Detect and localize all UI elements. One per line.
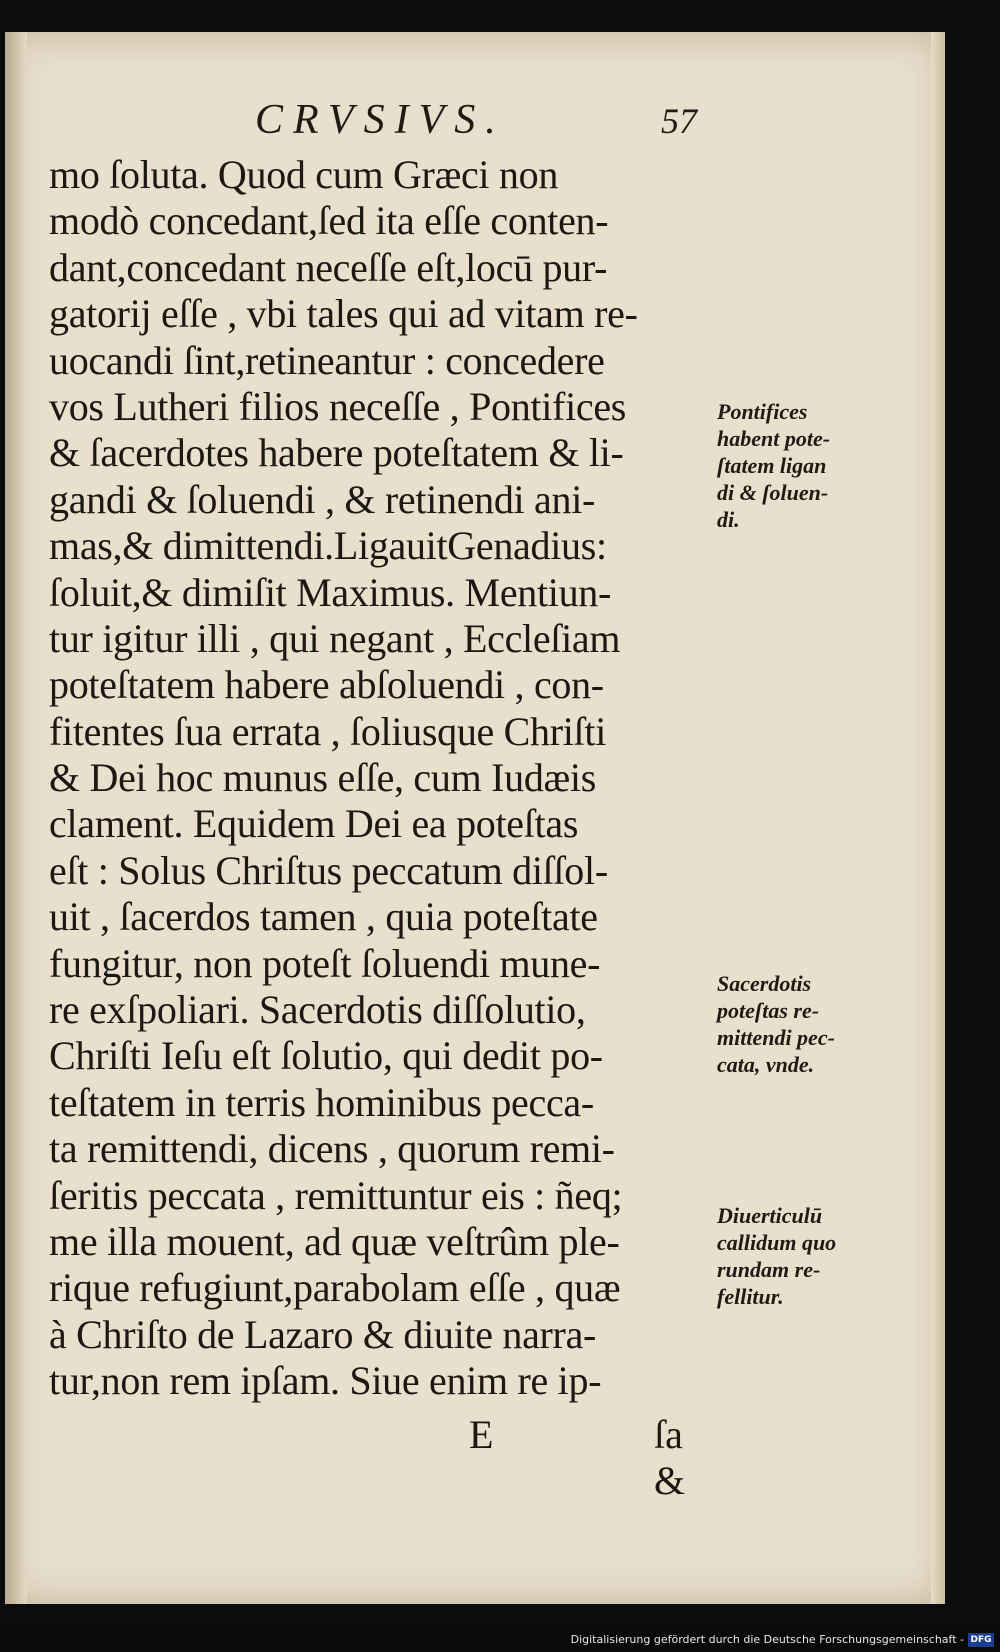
text-line: ta remittendi, dicens , quorum remi- [49,1126,615,1172]
text-line: eſt : Solus Chriſtus peccatum diſſol- [49,847,608,893]
signature-mark: E [469,1412,494,1457]
text-line: & Dei hoc munus eſſe, cum Iudæis [49,755,596,801]
text-line: re exſpoliari. Sacerdotis diſſolutio, [49,987,586,1033]
text-line: modò concedant,ſed ita eſſe conten- [49,198,609,244]
text-line: & ſacerdotes habere poteſtatem & li- [49,430,624,476]
marginal-note-line: rundam re- [717,1257,821,1282]
marginal-note-line: mittendi pec- [717,1025,835,1050]
marginal-note-line: di. [717,507,740,532]
digitization-credit: Digitalisierung gefördert durch die Deutsche Forschungsgemeinschaft - [570,1633,964,1646]
text-line: tur igitur illi , qui negant , Eccleſiam [49,615,621,661]
text-line: fitentes ſua errata , ſoliusque Chriſti [49,708,607,754]
text-line: ſeritis peccata , remittuntur eis : ñeq; [49,1172,623,1218]
text-line: me illa mouent, ad quæ veſtrûm ple- [49,1218,620,1264]
text-line: uocandi ſint,retineantur : concedere [49,337,605,383]
page-spine-shadow [5,32,27,1604]
marginal-note-line: di & ſoluen- [717,480,829,505]
marginal-note-line: Sacerdotis [717,971,812,996]
marginal-note-line: Pontifices [717,399,808,424]
text-line: uit , ſacerdos tamen , quia poteſtate [49,894,598,940]
marginal-note-line: habent pote- [717,426,831,451]
text-line: teſtatem in terris hominibus pecca- [49,1079,594,1125]
dfg-logo: DFG [968,1633,994,1647]
marginal-note-line: cata, vnde. [717,1052,815,1077]
body-text [49,152,714,1405]
text-line: vos Lutheri filios neceſſe , Pontifices [49,383,627,429]
text-line: mo ſoluta. Quod cum Græci non [49,152,559,197]
text-line: dant,concedant neceſſe eſt,locū pur- [49,244,608,290]
text-line: à Chriſto de Lazaro & diuite narra- [49,1311,597,1357]
text-line: tur,non rem ipſam. Siue enim re ip- [49,1358,602,1404]
catchword: ſa & [654,1412,686,1503]
footer-bar [0,1626,1000,1652]
marginal-note-sacerdotis [717,970,835,1078]
marginal-note-line: Diuerticulū [717,1203,823,1228]
marginal-note-line: ſtatem ligan [717,453,827,478]
marginal-note-line: poteſtas re- [717,998,820,1023]
marginal-note-pontifices [717,398,830,533]
text-line: gatorij eſſe , vbi tales qui ad vitam re- [49,291,638,337]
marginal-note-line: callidum quo [717,1230,837,1255]
running-head: CRVSIVS. [255,97,506,143]
text-line: fungitur, non poteſt ſoluendi mune- [49,940,601,986]
catchline [49,1412,714,1503]
page-edge [931,32,945,1604]
text-line: rique refugiunt,parabolam eſſe , quæ [49,1265,621,1311]
marginal-note-line: fellitur. [717,1284,784,1309]
text-line: poteſtatem habere abſoluendi , con- [49,662,604,708]
marginal-note-diverticulum [717,1202,836,1310]
book-page [5,32,945,1604]
text-line: mas,& dimittendi.LigauitGenadius: [49,523,607,569]
text-line: gandi & ſoluendi , & retinendi ani- [49,476,596,522]
text-line: Chriſti Ieſu eſt ſolutio, qui dedit po- [49,1033,603,1079]
page-number: 57 [661,101,697,141]
text-line: ſoluit,& dimiſit Maximus. Mentiun- [49,569,612,615]
text-line: clament. Equidem Dei ea poteſtas [49,801,579,847]
